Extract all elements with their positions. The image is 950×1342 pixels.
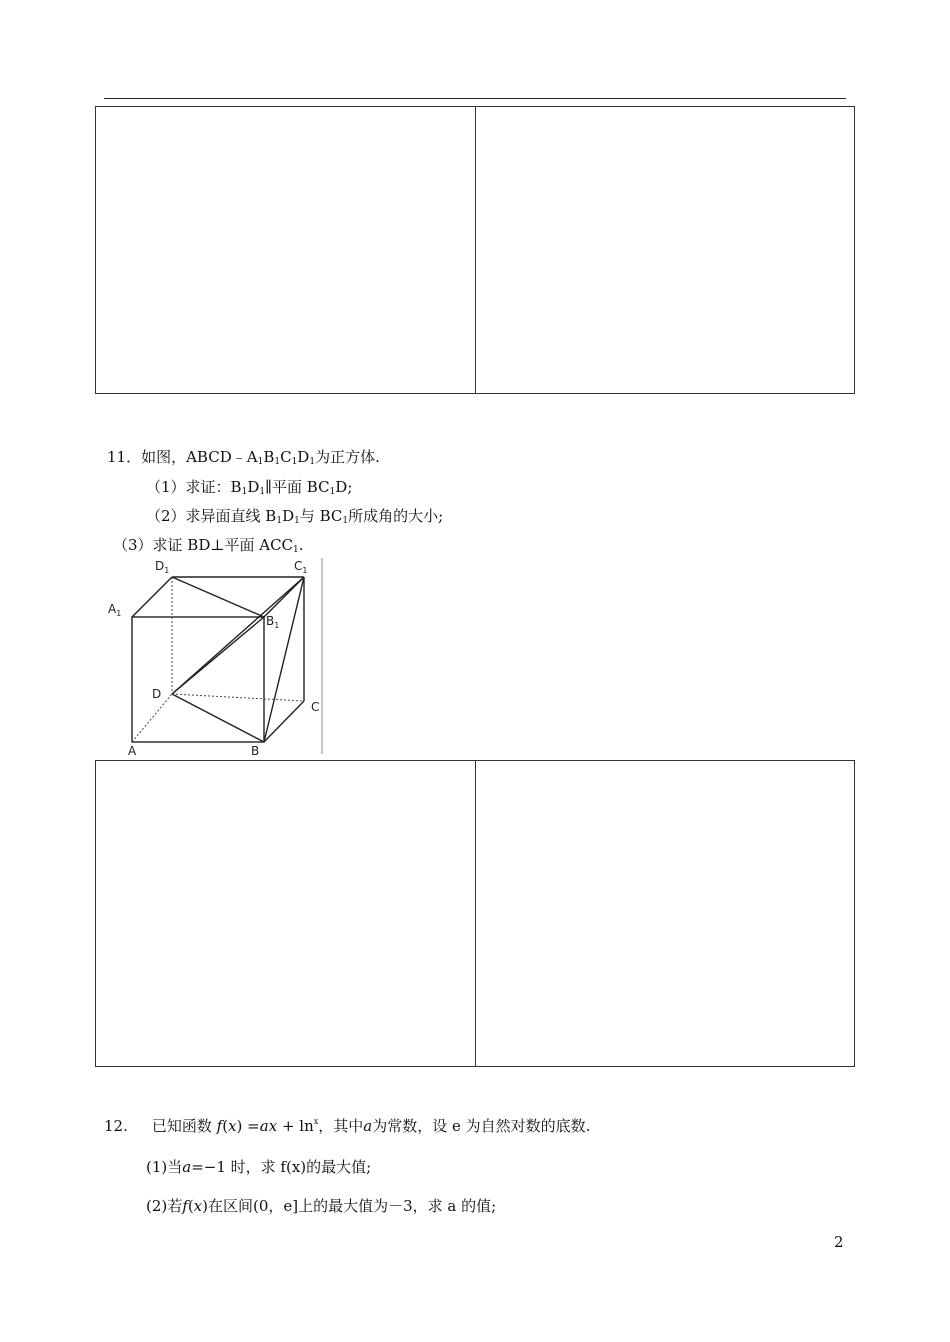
label-B: B xyxy=(251,744,260,756)
header-rule xyxy=(104,98,846,99)
answer-cell-right[interactable] xyxy=(475,107,855,393)
label-D: D xyxy=(152,687,162,701)
q11-intro: 11．如图，$ABCD﹣A_1B_1C_1D_1$为正方体. xyxy=(107,448,380,467)
answer-cell-right[interactable] xyxy=(475,761,855,1066)
label-B1: $B_1$ xyxy=(266,614,280,630)
answer-box-top xyxy=(95,106,855,394)
q12-part-1: (1)当a=−1 时，求 f(x)的最大值; xyxy=(146,1158,372,1176)
page-number: 2 xyxy=(834,1233,844,1251)
label-A1: $A_1$ xyxy=(108,602,122,618)
answer-cell-left[interactable] xyxy=(96,107,475,393)
q11-part-3: （3）求证 BD⊥平面 $ACC_1$. xyxy=(113,536,304,555)
label-A: A xyxy=(128,744,137,756)
q12-intro: 12. 已知函数 $f(x) =ax + \ln^x$，其中a为常数，设 e 为自然对数的底数. xyxy=(104,1117,591,1135)
label-C: C xyxy=(311,700,320,714)
answer-box-bottom xyxy=(95,760,855,1067)
cube-figure xyxy=(104,556,326,756)
q12-part-2: (2)若f(x)在区间(0，e]上的最大值为－3，求 a 的值; xyxy=(146,1197,497,1215)
q11-part-2: （2）求异面直线 $B_1D_1$与 $BC_1$所成角的大小; xyxy=(146,507,444,526)
label-D1: $D_1$ xyxy=(155,559,170,575)
q11-part-1: （1）求证：$B_1D_1\parallel$平面 $BC_1D$; xyxy=(146,478,353,497)
label-C1: $C_1$ xyxy=(294,559,308,575)
answer-cell-left[interactable] xyxy=(96,761,475,1066)
